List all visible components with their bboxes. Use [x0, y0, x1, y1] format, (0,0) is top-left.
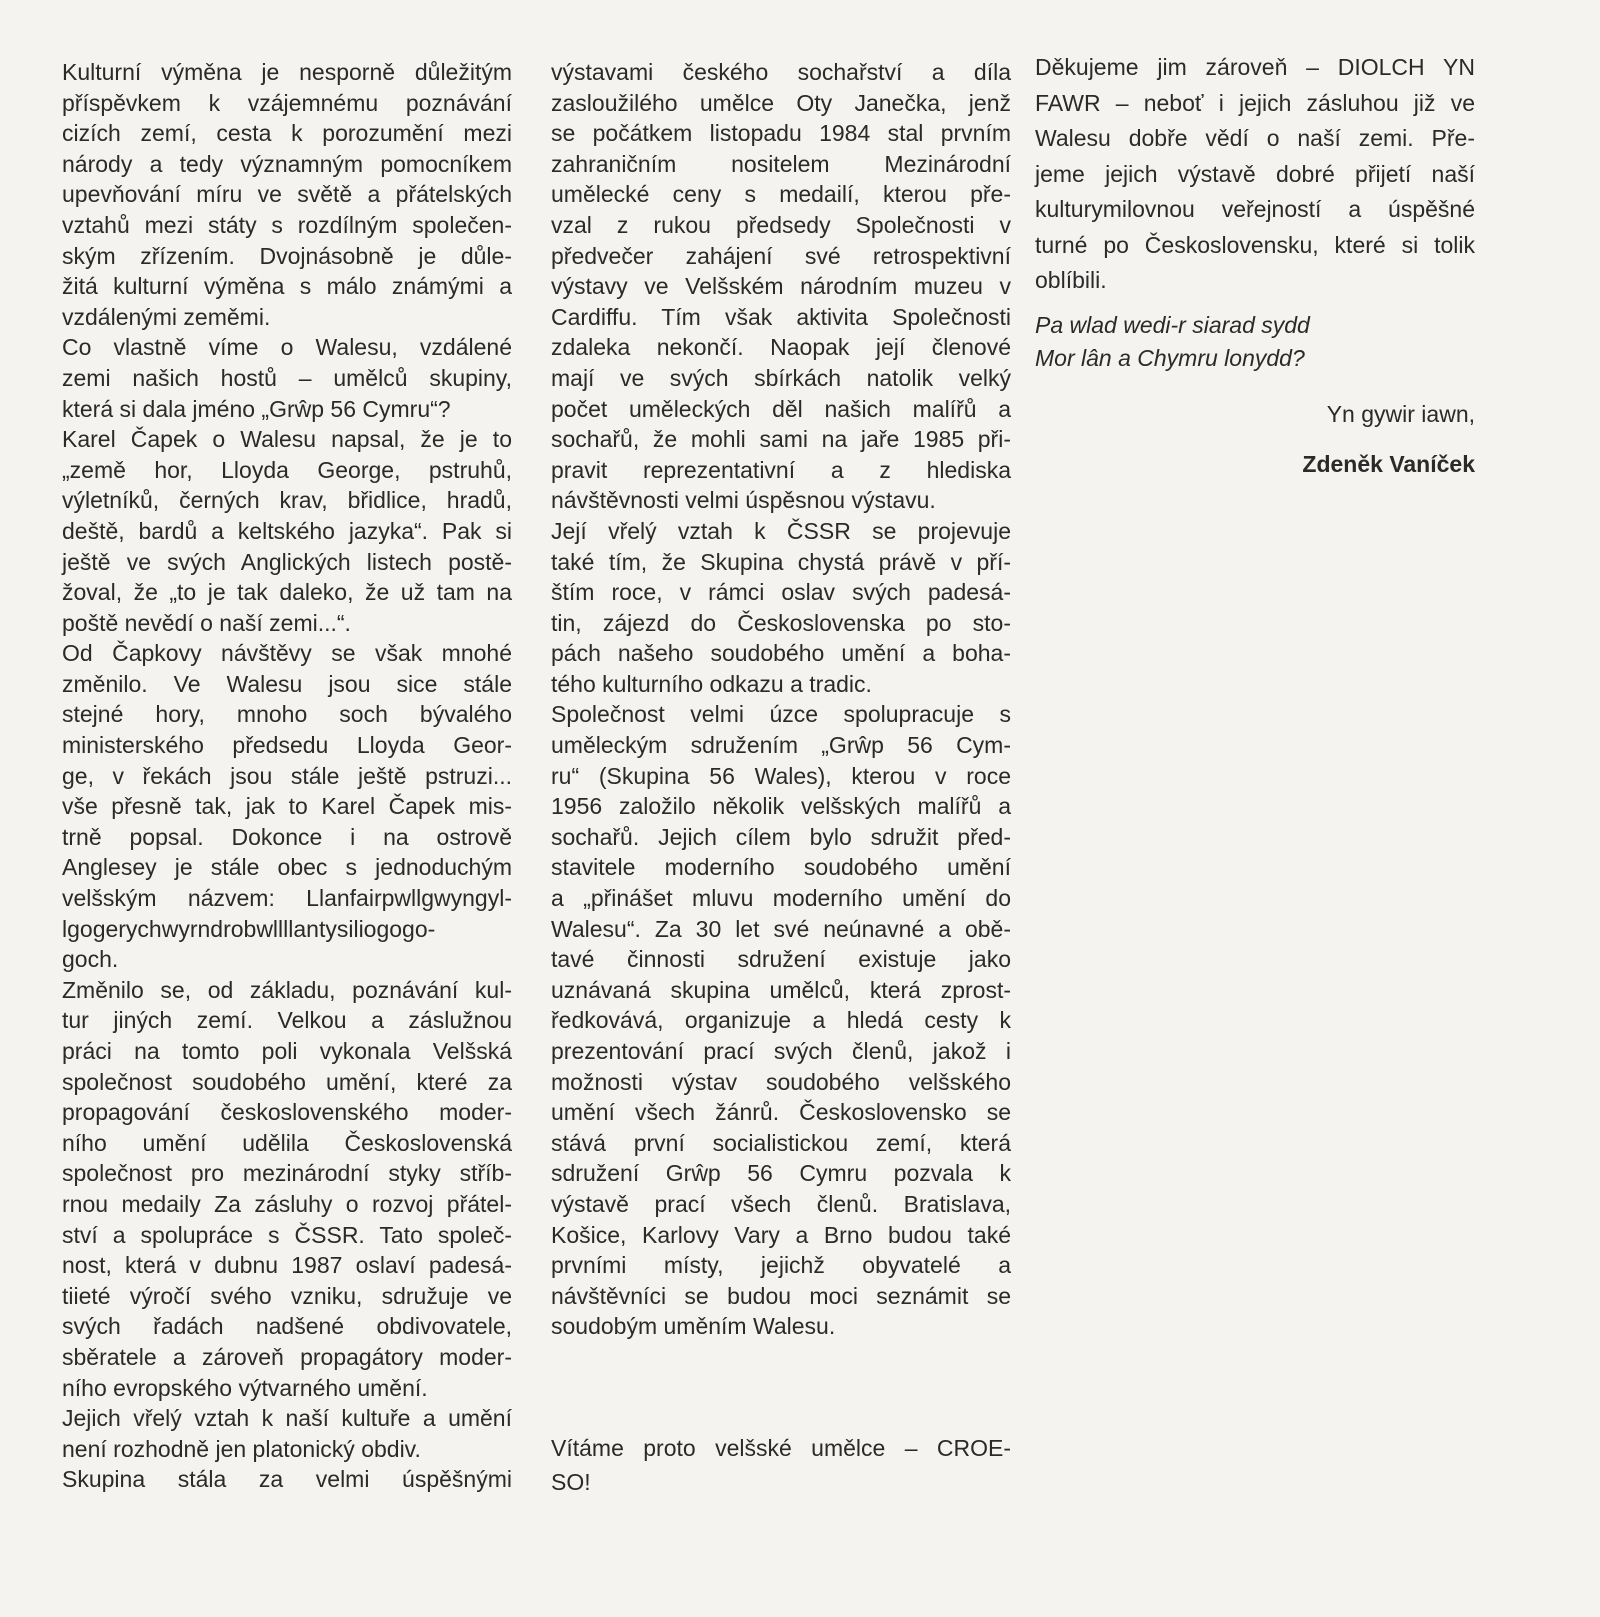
text-line: upevňování míru ve světě a přátelských — [62, 181, 512, 208]
text-line: Děkujeme jim zároveň – DIOLCH YN — [1035, 54, 1475, 80]
text-line: propagování československého moder- — [62, 1099, 512, 1126]
text-line: Její vřelý vztah k ČSSR se projevuje — [551, 517, 1011, 544]
poem-line: Pa wlad wedi-r siarad sydd — [1035, 311, 1310, 338]
text-line: kulturymilovnou veřejností a úspěšné — [1035, 196, 1475, 222]
text-line: lgogerychwyrndrobwllllantysiliogogo- — [62, 915, 436, 942]
author-signature: Zdeněk Vaníček — [1302, 450, 1475, 477]
text-line: návštěvnosti velmi úspěsnou výstavu. — [551, 487, 936, 514]
column-2-body — [551, 57, 1011, 1342]
text-line: stavitele moderního soudobého umění — [551, 854, 1011, 881]
text-line: práci na tomto poli vykonala Velšská — [62, 1038, 512, 1064]
text-line: turné po Československu, které si tolik — [1035, 231, 1475, 258]
text-line: výstavě prací všech členů. Bratislava, — [551, 1190, 1011, 1217]
text-line: národy a tedy významným pomocníkem — [62, 150, 512, 177]
text-line: počet uměleckých děl našich malířů a — [551, 395, 1011, 422]
text-line: nost, která v dubnu 1987 oslaví padesá- — [62, 1252, 512, 1279]
text-line: poště nevědí o naší zemi...“. — [62, 609, 351, 636]
text-line: Anglesey je stále obec s jednoduchým — [62, 854, 512, 881]
text-line: prvními místy, jejichž obyvatelé a — [551, 1252, 1011, 1279]
text-line: Společnost velmi úzce spolupracuje s — [551, 701, 1011, 728]
text-line: Co vlastně víme o Walesu, vzdálené — [62, 334, 512, 361]
text-line: deště, bardů a keltského jazyka“. Pak si — [62, 517, 512, 544]
text-line: příspěvkem k vzájemnému poznávání — [62, 89, 512, 116]
text-line: ministerského předsedu Lloyda Geor- — [62, 732, 512, 759]
text-line: oblíbili. — [1035, 267, 1107, 293]
text-line: a „přinášet mluvu moderního umění do — [551, 885, 1011, 912]
text-line: umělecké ceny s medailí, kterou pře- — [551, 181, 1011, 208]
text-line: tin, zájezd do Československa po sto- — [551, 609, 1011, 636]
text-line: ještě ve svých Anglických listech postě- — [62, 548, 512, 575]
text-line: zdaleka nekončí. Naopak její členové — [551, 334, 1011, 361]
text-line: zasloužilého umělce Oty Janečka, jenž — [551, 89, 1011, 116]
text-line: Walesu dobře vědí o naší zemi. Pře- — [1035, 125, 1475, 151]
text-line: rnou medaily Za zásluhy o rozvoj přátel- — [62, 1190, 512, 1217]
text-line: stejné hory, mnoho soch bývalého — [62, 701, 512, 728]
text-line: zahraničním nositelem Mezinárodní — [551, 150, 1011, 177]
text-line: trně popsal. Dokonce i na ostrově — [62, 823, 512, 850]
text-line: tiieté výročí svého vzniku, sdružuje ve — [62, 1282, 512, 1309]
text-line: Skupina stála za velmi úspěšnými — [62, 1466, 512, 1493]
text-line: žitá kulturní výměna s málo známými a — [62, 273, 512, 300]
text-line: goch. — [62, 946, 119, 973]
text-line: jeme jejich výstavě dobré přijetí naší — [1035, 160, 1475, 187]
text-line: Jejich vřelý vztah k naší kultuře a umění — [62, 1405, 512, 1432]
text-line: velšským názvem: Llanfairpwllgwyngyl- — [62, 885, 512, 912]
text-line: cizích zemí, cesta k porozumění mezi — [62, 120, 512, 147]
text-line: zemi našich hostů – umělců skupiny, — [62, 364, 512, 391]
text-line: pách našeho soudobého umění a boha- — [551, 640, 1011, 667]
text-line: také tím, že Skupina chystá právě v pří- — [551, 548, 1011, 575]
poem-line: Mor lân a Chymru lonydd? — [1035, 344, 1305, 371]
text-line: není rozhodně jen platonický obdiv. — [62, 1435, 421, 1462]
text-line: žoval, že „to je tak daleko, že už tam na — [62, 579, 512, 606]
text-line: Cardiffu. Tím však aktivita Společnosti — [551, 303, 1011, 330]
text-line: vzdálenými zeměmi. — [62, 303, 271, 330]
text-line: změnilo. Ve Walesu jsou sice stále — [62, 670, 512, 697]
text-line: vše přesně tak, jak to Karel Čapek mis- — [62, 793, 512, 820]
text-line: 1956 založilo několik velšských malířů a — [551, 793, 1011, 820]
text-line: výletníků, černých krav, břidlice, hradů, — [62, 487, 512, 514]
text-line: Změnilo se, od základu, poznávání kul- — [62, 976, 512, 1003]
closing-block — [1035, 389, 1475, 489]
text-line: štím roce, v rámci oslav svých padesá- — [551, 579, 1011, 606]
text-line: ským zřízením. Dvojnásobně je důle- — [62, 242, 512, 269]
text-line: prezentování prací svých členů, jakož i — [551, 1038, 1011, 1064]
text-line: stává první socialistickou zemí, která — [551, 1129, 1011, 1156]
text-line: vztahů mezi státy s rozdílným společen- — [62, 211, 512, 238]
text-line: Vítáme proto velšské umělce – CROE- — [551, 1434, 1011, 1461]
text-line: návštěvníci se budou moci seznámit se — [551, 1282, 1011, 1309]
text-line: ge, v řekách jsou stále ještě pstruzi... — [62, 762, 512, 789]
text-line: tavé činnosti sdružení existuje jako — [551, 946, 1011, 973]
column-3-body — [1035, 50, 1475, 299]
column-2 — [551, 57, 1011, 1499]
text-line: ního umění udělila Československá — [62, 1129, 512, 1156]
text-line: uměleckým sdružením „Grŵp 56 Cym- — [551, 732, 1011, 759]
text-line: společnost pro mezinárodní styky stříb- — [62, 1160, 512, 1187]
text-line: sběratele a zároveň propagátory moder- — [62, 1343, 512, 1370]
text-line: společnost soudobého umění, které za — [62, 1068, 512, 1095]
welsh-poem — [1035, 309, 1475, 375]
closing-greeting — [551, 1431, 1011, 1499]
text-line: která si dala jméno „Grŵp 56 Cymru“? — [62, 395, 451, 422]
text-line: pravit reprezentativní a z hlediska — [551, 456, 1011, 483]
text-line: sochařů, že mohli sami na jaře 1985 při- — [551, 426, 1011, 453]
text-line: SO! — [551, 1468, 591, 1495]
text-line: umění všech žánrů. Československo se — [551, 1099, 1011, 1126]
text-line: „země hor, Lloyda George, pstruhů, — [62, 456, 512, 483]
text-line: soudobým uměním Walesu. — [551, 1313, 836, 1340]
text-line: výstavy ve Velšském národním muzeu v — [551, 273, 1011, 300]
text-line: FAWR – neboť i jejich zásluhou již ve — [1035, 89, 1475, 116]
text-line: Walesu“. Za 30 let své neúnavné a obě- — [551, 915, 1011, 942]
text-line: možnosti výstav soudobého velšského — [551, 1068, 1011, 1095]
closing-phrase: Yn gywir iawn, — [1326, 400, 1475, 427]
text-line: uznávaná skupina umělců, která zprost- — [551, 976, 1011, 1003]
text-line: vzal z rukou předsedy Společnosti v — [551, 211, 1011, 238]
text-line: ředkovává, organizuje a hledá cesty k — [551, 1007, 1011, 1034]
text-line: sochařů. Jejich cílem bylo sdružit před- — [551, 823, 1011, 850]
text-line: Kulturní výměna je nesporně důležitým — [62, 59, 512, 85]
text-line: předvečer zahájení své retrospektivní — [551, 242, 1011, 269]
text-line: sdružení Grŵp 56 Cymru pozvala k — [551, 1160, 1011, 1187]
column-3 — [1035, 50, 1475, 489]
text-line: ství a spolupráce s ČSSR. Tato společ- — [62, 1221, 512, 1248]
text-line: Od Čapkovy návštěvy se však mnohé — [62, 640, 512, 667]
text-line: výstavami českého sochařství a díla — [551, 59, 1011, 85]
column-1 — [62, 57, 512, 1495]
text-line: ru“ (Skupina 56 Wales), kterou v roce — [551, 762, 1011, 789]
text-line: mají ve svých sbírkách natolik velký — [551, 364, 1011, 391]
text-line: Karel Čapek o Walesu napsal, že je to — [62, 426, 512, 453]
text-line: Košice, Karlovy Vary a Brno budou také — [551, 1221, 1011, 1248]
text-line: tého kulturního odkazu a tradic. — [551, 670, 872, 697]
text-line: se počátkem listopadu 1984 stal prvním — [551, 120, 1011, 147]
text-line: ního evropského výtvarného umění. — [62, 1374, 428, 1401]
text-line: tur jiných zemí. Velkou a záslužnou — [62, 1007, 512, 1034]
text-line: svých řadách nadšené obdivovatele, — [62, 1313, 512, 1340]
